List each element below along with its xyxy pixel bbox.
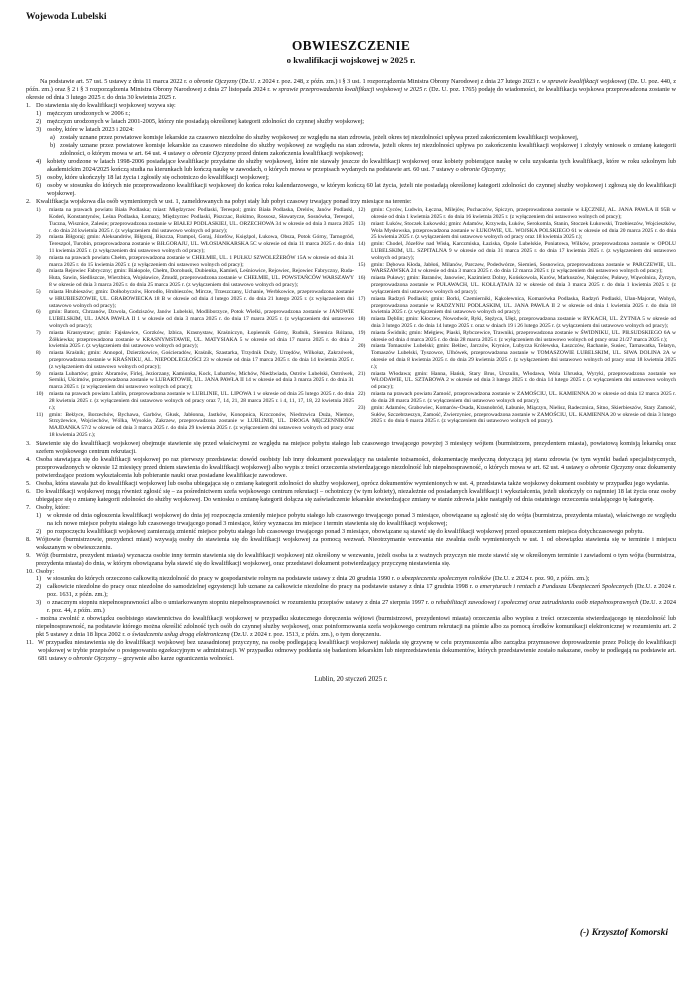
point-7-sub-1: 1) w okresie od dnia ogłoszenia kwalifikacji wojskowej do dnia jej rozpoczęcia zmieniły miejsce pobytu stałego lub czasowego trwającego ponad 3 miesiące, obowiązane są zgłosić się do wójta (burmistrza, prezydenta miasta), właściwego ze względu na ich nowe miejsce pobytu stałego lub czasowego trwającego ponad 3 miesiące, który wyznacza im miejsce i termin stawienia się do kwalifikacji wojskowej; <box>36 511 676 527</box>
point-10: 10. Osoby: <box>26 567 55 575</box>
point-10-sub-3: 3) o znacznym stopniu niepełnosprawności albo o umiarkowanym stopniu niepełnosprawności w rozumieniu przepisów ustawy z dnia 27 sierpnia 1997 r. o rehabilitacji zawodowej i społecznej oraz zatrudnianiu osób niepełnosprawnych (Dz.U. z 2024 r. poz. 44, z późn. zm.) <box>36 599 677 615</box>
location-entry-text: miasta Kraśnik; gmin: Annopol, Dzierzkowice, Gościeradów, Kraśnik, Szastarka, Trzydnik Duży, Urzędów, Wilkołaz, Zakrzówek, przeprowadzona zostanie w KRAŚNIKU, AL. NIEPODLEGŁOŚCI 23 w okresie od dnia 17 marca 2025 r. do dnia 14 kwietnia 2025 r. (z wyłączeniem dni ustawowo wolnych od pracy); <box>49 350 354 370</box>
point-3: 3. Stawienie się do kwalifikacji wojskowej obejmuje stawienie się przed właściwymi ze względu na miejsce pobytu stałego lub czasowego trwającego powyżej 3 miesięcy wójtem (burmistrzem, prezydentem miasta), powiatową komisją lekarską oraz szefem wojskowego centrum rekrutacji. <box>26 439 676 455</box>
location-entry <box>358 207 676 221</box>
point-8: 8. Wójtowie (burmistrzowie, prezydenci miast) wzywają osoby do stawienia się do kwalifikacji wojskowej za pomocą wezwań. Nieotrzymanie wezwania nie zwalnia osób wymienionych w ust. 1 od obowiązku stawienia się w terminie i miejscu wskazanym w obwieszczeniu. <box>26 535 676 551</box>
point-1: 1. Do stawienia się do kwalifikacji wojskowej wzywa się: <box>26 102 176 110</box>
location-entry-text: miast: Łuków, Stoczek Łukowski; gmin: Adamów, Krzywda, Łuków, Serokomla, Stanin, Stoczek Łukowski, Trzebieszów, Wojcieszków, Wola Mysłowska, przeprowadzona zostanie w ŁUKOWIE, UL. WOJSKA POLSKIEGO 61 w okresie od dnia 20 marca 2025 r. do dnia 25 kwietnia 2025 r. (z wyłączeniem dni ustawowo wolnych od pracy oraz 18 kwietnia 2025 r.); <box>371 220 676 241</box>
location-entry-number: 1) <box>36 207 41 214</box>
location-entry <box>358 371 676 391</box>
location-entry-text: miasta Rejowiec Fabryczny; gmin: Białopole, Chełm, Dorohusk, Dubienka, Kamień, Leśniowice, Rejowiec, Rejowiec Fabryczny, Ruda-Huta, Sawin, Siedliszcze, Wierzbica, Wojsławice, Żmudź, przeprowadzona zostanie w CHEŁMIE, UL. POWSTAŃCÓW WARSZAWY 8 w okresie od dnia 3 marca 2025 r. do dnia 25 marca 2025 r. (z wyłączeniem dni ustawowo wolnych od pracy); <box>49 268 354 289</box>
location-entry <box>358 296 676 316</box>
location-entry <box>358 241 676 261</box>
point-5: 5. Osoba, która stawała już do kwalifikacji wojskowej lub osoba ubiegająca się o zmianę kategorii zdolności do służby wojskowej, oprócz dokumentów wymienionych w ust. 4, przedstawia także wojskowy dokument osobisty w przypadku jego wydania. <box>26 479 670 487</box>
point-9: 9. Wójt (burmistrz, prezydent miasta) wyznacza osobie inny termin stawienia się do kwalifikacji wojskowej niż określony w wezwaniu, jeżeli osoba ta z ważnych przyczyn nie może stawić się w określonym terminie i zawiadomi o tym wójta (burmistrza, prezydenta miasta) do dnia, w którym obowiązana była stawić się do kwalifikacji wojskowej, oraz przedstawi dokument potwierdzający przyczynę niestawienia się. <box>26 551 676 567</box>
location-entry-text: gmin: Bełżyce, Borzechów, Bychawa, Garbów, Głusk, Jabłonna, Jastków, Konopnica, Krzczonów, Niedrzwica Duża, Niemce, Strzyżewice, Wojciechów, Wólka, Wysokie, Zakrzew, przeprowadzona zostanie w LUBLINIE, UL. DROGA MĘCZENNIKÓW MAJDANKA 57/2 w okresie od dnia 3 marca 2025 r. do dnia 29 kwietnia 2025 r. (z wyłączeniem dni ustawowo wolnych od pracy oraz 18 kwietnia 2025 r.); <box>49 411 354 438</box>
location-entry-number: 18) <box>358 316 366 323</box>
location-entry-number: 7) <box>36 329 41 336</box>
location-entry-text: miasta na prawach powiatu Biała Podlaska; miast: Międzyrzec Podlaski, Terespol; gmin: Biała Podlaska, Drelów, Janów Podlaski, Kodeń, Konstantynów, Leśna Podlaska, Łomazy, Międzyrzec Podlaski, Piszczac, Rokitno, Rossosz, Sławatycze, Sosnówka, Terespol, Tuczna, Wisznice, Zalesie; przeprowadzona zostanie w BIAŁEJ PODLASKIEJ, UL. ORZECHOWA 34 w okresie od dnia 3 marca 2025 r. do dnia 24 kwietnia 2025 r. (z wyłączeniem dni ustawowo wolnych od pracy); <box>49 207 354 234</box>
location-entry <box>358 221 676 241</box>
location-entry-number: 16) <box>358 275 366 282</box>
location-entry-text: gmin: Batorz, Chrzanów, Dzwola, Godziszów, Janów Lubelski, Modliborzyce, Potok Wielki, przeprowadzona zostanie w JANOWIE LUBELSKIM, UL. JANA PAWŁA II 1 w okresie od dnia 3 marca 2025 r. do dnia 17 marca 2025 r. (z wyłączeniem dni ustawowo wolnych od pracy); <box>49 309 354 329</box>
location-entry <box>36 371 354 391</box>
location-entry-number: 2) <box>36 234 41 241</box>
location-entry <box>36 255 354 269</box>
point-7-sub-2: 2) po rozpoczęciu kwalifikacji wojskowej zamierzają zmienić miejsce pobytu stałego lub czasowego trwającego ponad 3 miesiące, obowiązane są stawić się do kwalifikacji wojskowej przed opuszczeniem miejsca dotychczasowego pobytu. <box>36 527 644 535</box>
point-7: 7. Osoby, które: <box>26 503 70 511</box>
location-entry-text: miasta Świdnik; gmin: Mełgiew, Piaski, Rybczewice, Trawniki, przeprowadzona zostanie w ŚWIDNIKU, UL. PIŁSUDSKIEGO 6A w okresie od dnia 4 marca 2025 r. do dnia 28 marca 2025 r. (z wyłączeniem dni ustawowo wolnych od pracy oraz 21/27 marca 2025 r.); <box>371 329 676 343</box>
location-entry-number: 20) <box>358 343 366 350</box>
location-entry-text: miasta Puławy; gmin: Baranów, Janowiec, Kazimierz Dolny, Końskowola, Kurów, Markuszów, Nałęczów, Puławy, Wąwolnica, Żyrzyn, przeprowadzona zostanie w PUŁAWACH, UL. KOŁŁĄTAJA 32 w okresie od dnia 3 marca 2025 r. do dnia 1 kwietnia 2025 r. (z wyłączeniem dni ustawowo wolnych od pracy); <box>371 275 676 295</box>
location-entry <box>358 343 676 370</box>
point-1-sub-3: 3) osoby, które w latach 2023 i 2024: <box>36 126 134 134</box>
point-1-sub-3a: a) zostały uznane przez powiatowe komisje lekarskie za czasowo niezdolne do służby wojskowej ze względu na stan zdrowia, jeżeli okres tej niezdolności upływa przed zakończeniem kwalifikacji wojskowej, <box>50 134 579 142</box>
document-subtitle: o kwalifikacji wojskowej w 2025 r. <box>286 55 416 66</box>
location-entry <box>36 289 354 309</box>
location-entry-number: 10) <box>36 391 44 398</box>
location-entry <box>358 330 676 344</box>
location-entry-number: 21) <box>358 370 366 377</box>
point-1-sub-1: 1) mężczyzn urodzonych w 2006 r.; <box>36 110 131 118</box>
location-entry-number: 5) <box>36 288 41 295</box>
location-entry-number: 23) <box>358 404 366 411</box>
locations-columns <box>26 207 676 439</box>
location-entry-number: 3) <box>36 254 41 261</box>
location-entry <box>36 207 354 234</box>
location-entry-number: 15) <box>358 261 366 268</box>
location-entry <box>358 316 676 330</box>
issuer: Wojewoda Lubelski <box>26 12 107 22</box>
location-entry-text: miasta Biłgoraj; gmin: Aleksandrów, Biłgoraj, Biszcza, Frampol, Goraj, Józefów, Księżpol, Łukowa, Obsza, Potok Górny, Tarnogród, Tereszpol, Turobin, przeprowadzona zostanie w BIŁGORAJU, UL. WŁOSIANKARSKA 5C w okresie od dnia 11 marca 2025 r. do dnia 11 kwietnia 2025 r. (z wyłączeniem dni ustawowo wolnych od pracy); <box>49 234 354 254</box>
location-entry-text: miasta Dęblin; gmin: Kłoczew, Nowodwór, Ryki, Stężyca, Ułęż, przeprowadzona zostanie w RYKACH, UL. ŻYTNIA 5 w okresie od dnia 3 lutego 2025 r. do dnia 14 lutego 2025 r. oraz w dniach 19 i 26 lutego 2025 r. (z wyłączeniem dni ustawowo wolnych od pracy); <box>371 316 676 329</box>
location-entry-text: gmin: Chodel, Józefów nad Wisłą, Karczmiska, Łaziska, Opole Lubelskie, Poniatowa, Wilków, przeprowadzona zostanie w OPOLU LUBELSKIM, UL. SZPITALNA 9 w okresie od dnia 31 marca 2025 r. do dnia 17 kwietnia 2025 r. (z wyłączeniem dni ustawowo wolnych od pracy); <box>371 241 676 261</box>
location-entry-number: 13) <box>358 220 366 227</box>
location-entry-number: 22) <box>358 391 366 398</box>
location-entry-text: miasta Radzyń Podlaski; gmin: Borki, Czemierniki, Kąkolewnica, Komarówka Podlaska, Radzyń Podlaski, Ulan-Majorat, Wohyń, przeprowadzona zostanie w RADZYNIU PODLASKIM, UL. JANA PAWŁA II 2 w okresie od dnia 1 kwietnia 2025 r. do dnia 18 kwietnia 2025 r. (z wyłączeniem dni ustawowo wolnych od pracy); <box>371 295 676 316</box>
location-entry-text: gmin: Cyców, Ludwin, Łęczna, Milejów, Puchaczów, Spiczyn, przeprowadzona zostanie w ŁĘCZNEJ, AL. JANA PAWŁA II 95B w okresie od dnia 1 kwietnia 2025 r. do dnia 16 kwietnia 2025 r. (z wyłączeniem dni ustawowo wolnych od pracy); <box>371 207 676 220</box>
location-entry-number: 11) <box>36 411 44 418</box>
location-entry-number: 14) <box>358 241 366 248</box>
location-entry-text: gmin: Dębowa Kłoda, Jabłoń, Milanów, Parczew, Podedwórze, Siemień, Sosnowica, przeprowadzona zostanie w PARCZEWIE, UL. WARSZAWSKA 24 w okresie od dnia 3 marca 2025 r. do dnia 12 marca 2025 r. (z wyłączeniem dni ustawowo wolnych od pracy); <box>371 261 676 275</box>
location-entry <box>36 350 354 370</box>
location-entry-text: miasta Włodawa; gmin: Hanna, Hańsk, Stary Brus, Urszulin, Włodawa, Wola Uhruska, Wyryki, przeprowadzona zostanie we WŁODAWIE, UL. SZTABOWA 2 w okresie od dnia 3 lutego 2025 r. do dnia 14 lutego 2025 r. (z wyłączeniem dni ustawowo wolnych od pracy); <box>371 370 676 391</box>
signature-name: (-) Krzysztof Komorski <box>579 928 668 938</box>
location-entry <box>36 391 354 411</box>
location-entry <box>36 268 354 288</box>
location-entry-number: 6) <box>36 309 41 316</box>
location-entry-text: miasta Hrubieszów; gmin: Dołhobyczów, Horodło, Hrubieszów, Mircze, Trzeszczany, Uchanie, Werbkowice, przeprowadzona zostanie w HRUBIESZOWIE, UL. GRABOWIECKA 18 B w okresie od dnia 4 lutego 2025 r. do dnia 21 lutego 2025 r. (z wyłączeniem dni ustawowo wolnych od pracy); <box>49 288 354 309</box>
locations-right-column <box>358 207 676 439</box>
point-1-sub-5: 5) osoby, które ukończyły 18 lat życia i zgłosiły się ochotniczo do kwalifikacji wojskowej; <box>36 174 269 182</box>
location-entry-text: miasta na prawach powiatu Lublin, przeprowadzona zostanie w LUBLINIE, UL. LIPOWA 1 w okresie od dnia 25 lutego 2025 r. do dnia 28 kwietnia 2025 r. (z wyłączeniem dni ustawowo wolnych od pracy oraz 7, 14, 21, 28 marca 2025 r. i 4, 11, 17, 18, 22 kwietnia 2025 r.); <box>49 391 354 411</box>
location-entry <box>358 405 676 425</box>
document-title: OBWIESZCZENIE <box>291 38 411 54</box>
location-entry <box>358 262 676 276</box>
location-entry-text: miasta Krasnystaw; gmin: Fajsławice, Gorzków, Izbica, Krasnystaw, Kraśniczyn, Łopiennik Górny, Rudnik, Siennica Różana, Żółkiewka; przeprowadzona zostanie w KRASNYMSTAWIE, UL. MATYSIAKA 5 w okresie od dnia 17 marca 2025 r. do dnia 2 kwietnia 2025 r. (z wyłączeniem dni ustawowo wolnych od pracy); <box>49 329 354 350</box>
point-1-sub-4: 4) kobiety urodzone w latach 1998-2006 posiadające kwalifikacje przydatne do służby wojskowej, które nie stawały jeszcze do kwalifikacji wojskowej oraz kobiety pobierające naukę w celu uzyskania tych kwalifikacji, które w roku szkolnym lub akademickim 2024/2025 kończą studia na kierunkach lub kończą naukę w zawodach, o których mowa w przepisach wydanych na podstawie art. 60 ust. 7 ustawy o obronie Ojczyzny; <box>36 158 676 174</box>
point-11: 11. W przypadku niestawienia się do kwalifikacji wojskowej bez uzasadnionej przyczyny, na osobę podlegającą kwalifikacji wojskowej nakłada się grzywnę w celu przymuszenia albo zarządza przymusowe doprowadzenie przez Policję do kwalifikacji wojskowej w trybie przepisów o postępowaniu egzekucyjnym w administracji. W przypadku odmowy poddania się badaniom lekarskim lub nieprzedstawienia dokumentów, których przedstawienie zostało nakazane, osoby te podlegają na podstawie art. 681 ustawy o obronie Ojczyzny – grzywnie albo karze ograniczenia wolności. <box>26 639 676 663</box>
locations-left-column <box>36 207 354 439</box>
point-10-sub-2: 2) całkowicie niezdolne do pracy oraz niezdolne do samodzielnej egzystencji lub uznane za całkowicie niezdolne do pracy na podstawie ustawy z dnia 17 grudnia 1998 r. o emeryturach i rentach z Funduszu Ubezpieczeń Społecznych (Dz.U. z 2024 r. poz. 1631, z późn. zm.); <box>36 583 676 599</box>
point-1-sub-6: 6) osoby w stosunku do których nie przeprowadzono kwalifikacji wojskowej do końca roku kalendarzowego, w którym kończą 60 lat życia, jeżeli nie posiadają określonej kategorii zdolności do czynnej służby wojskowej i zgłoszą się do kwalifikacji wojskowej. <box>36 182 676 198</box>
location-entry-number: 9) <box>36 370 41 377</box>
point-6: 6. Do kwalifikacji wojskowej mogą również zgłosić się – za pośrednictwem szefa wojskowego centrum rekrutacji – ochotniczy (w tym kobiety), niezależnie od posiadanych kwalifikacji i wykształcenia, jeżeli ukończyły co najmniej 18 lat życia oraz osoby ubiegające się o zmianę kategorii zdolności do służby wojskowej. Do wniosku o zmianę kategorii dołącza się zaświadczenie lekarskie stwierdzające zmiany w stanie zdrowia jakie nastąpiły od dnia ostatniego orzeczenia ustalającego tę kategorię. <box>26 487 676 503</box>
location-entry-text: miasta na prawach powiatu Zamość, przeprowadzona zostanie w ZAMOŚCIU, UL. KAMIENNA 20 w okresie od dnia 12 marca 2025 r. do dnia 28 marca 2025 r. (z wyłączeniem dni ustawowo wolnych od pracy); <box>371 391 676 404</box>
location-entry <box>36 412 354 439</box>
location-entry <box>36 309 354 329</box>
point-10-tail: - można zwolnić z obowiązku osobistego stawiennictwa do kwalifikacji wojskowej w przypadku skutecznego doręczenia wójtowi (burmistrzowi, prezydentowi miasta) orzeczenia albo wypisu z treści orzeczenia stwierdzającego tę niezdolność lub niepełnosprawność, na podstawie którego można określić zdolność tych osób do czynnej służby wojskowej, oraz poinformowania szefa wojskowego centrum rekrutacji na piśmie albo za pomocą środków komunikacji elektronicznej w rozumieniu art. 2 pkt 5 ustawy z dnia 18 lipca 2002 r. o świadczeniu usług drogą elektroniczną (Dz.U. z 2024 r. poz. 1513, z późn. zm.), o tym doręczeniu. <box>36 615 676 639</box>
location-entry-text: miasta Tomaszów Lubelski; gmin: Bełżec, Jarczów, Krynice, Lubycza Królewska, Łaszczów, Rachanie, Susiec, Tarnawatka, Telatyn, Tomaszów Lubelski, Tyszowce, Ulhówek, przeprowadzona zostanie w TOMASZOWIE LUBELSKIM, UL. SIWA DOLINA 2A w okresie od dnia 8 kwietnia 2025 r. do dnia 29 kwietnia 2025 r. (z wyłączeniem dni ustawowo wolnych od pracy oraz 18 kwietnia 2025 r.); <box>371 343 676 370</box>
location-entry-text: miasta na prawach powiatu Chełm, przeprowadzona zostanie w CHEŁMIE, UL. 1 PUŁKU SZWOLEŻERÓW 15A w okresie od dnia 31 marca 2025 r. do 15 kwietnia 2025 r. (z wyłączeniem dni ustawowo wolnych od pracy); <box>49 254 354 268</box>
point-10-sub-1: 1) w stosunku do których orzeczono całkowitą niezdolność do pracy w gospodarstwie rolnym na podstawie ustawy z dnia 20 grudnia 1990 r. o ubezpieczeniu społecznym rolników (Dz.U. z 2024 r. poz. 90, z późn. zm.); <box>36 575 590 583</box>
point-4: 4. Osoba stawiająca się do kwalifikacji wojskowej po raz pierwszy przedstawia: dowód osobisty lub inny dokument pozwalający na ustalenie tożsamości, dokumentację medyczną dotyczącą jej stanu zdrowia (w tym wyniki badań specjalistycznych, przeprowadzonych w okresie 12 miesięcy przed dniem stawienia do kwalifikacji wojskowej) albo wypis z treści orzeczenia stwierdzającego niezdolność lub niepełnosprawność, o których mowa w art. 62 ust. 4 ustawy o obronie Ojczyzny oraz dokumenty potwierdzające poziom wykształcenia lub pobieranie nauki oraz posiadane kwalifikacje zawodowe. <box>26 455 676 479</box>
signature-date: Lublin, 20 styczeń 2025 r. <box>314 675 388 684</box>
point-1-sub-3b: b) zostały uznane przez powiatowe komisje lekarskie za czasowo niezdolne do służby wojskowej ze względu na stan zdrowia, jeżeli okres tej niezdolności upływa po zakończeniu kwalifikacji wojskowej i złożyły wniosek o zmianę kategorii zdolności, o którym mowa w art. 64 ust. 4 ustawy o obronie Ojczyzny przed dniem zakończenia kwalifikacji wojskowej; <box>50 142 676 158</box>
location-entry-text: gmin: Adamów, Grabowiec, Komarów-Osada, Krasnobród, Łabunie, Miączyn, Nielisz, Radecznica, Sitno, Skierbieszów, Stary Zamość, Sułów, Szczebrzeszyn, Zamość, Zwierzyniec, przeprowadzona zostanie w ZAMOŚCIU, UL. KAMIENNA 20 w okresie od dnia 3 lutego 2025 r. do dnia 6 marca 2025 r. (z wyłączeniem dni ustawowo wolnych od pracy). <box>371 404 676 425</box>
location-entry-number: 17) <box>358 295 366 302</box>
location-entry-text: miasta Lubartów; gmin: Abramów, Firlej, Jeziorzany, Kamionka, Kock, Lubartów, Michów, Niedźwiada, Ostrów Lubelski, Ostrówek, Serniki, Uścimów, przeprowadzona zostanie w LUBARTOWIE, UL. JANA PAWŁA II 14 w okresie od dnia 3 marca 2025 r. do dnia 31 marca 2025 r. (z wyłączeniem dni ustawowo wolnych od pracy); <box>49 370 354 391</box>
location-entry-number: 12) <box>358 207 366 214</box>
location-entry-number: 8) <box>36 350 41 357</box>
point-2: 2. Kwalifikacja wojskowa dla osób wymienionych w ust. 1, zameldowanych na pobyt stały lub pobyt czasowy trwający ponad trzy miesiące na terenie: <box>26 198 412 206</box>
location-entry <box>358 391 676 405</box>
point-1-sub-2: 2) mężczyzn urodzonych w latach 2001-2005, którzy nie posiadają określonej kategorii zdolności do czynnej służby wojskowej; <box>36 118 365 126</box>
location-entry-number: 4) <box>36 268 41 275</box>
location-entry <box>36 330 354 350</box>
location-entry <box>358 275 676 295</box>
intro-paragraph: Na podstawie art. 57 ust. 5 ustawy z dnia 11 marca 2022 r. o obronie Ojczyzny (Dz.U. z 2024 r. poz. 248, z późn. zm.) i § 3 ust. 1 rozporządzenia Ministra Obrony Narodowej z dnia 27 lutego 2023 r. w sprawie kwalifikacji wojskowej (Dz. U. poz. 440, z późn. zm.) oraz § 2 i § 3 rozporządzenia Ministra Obrony Narodowej z dnia 27 listopada 2024 r. w sprawie przeprowadzenia kwalifikacji wojskowej w 2025 r. (Dz. U. poz. 1765) podaję do wiadomości, że kwalifikacja wojskowa przeprowadzona zostanie w okresie od dnia 3 lutego 2025 r. do dnia 30 kwietnia 2025 r. <box>26 78 677 102</box>
location-entry-number: 19) <box>358 329 366 336</box>
location-entry <box>36 234 354 254</box>
